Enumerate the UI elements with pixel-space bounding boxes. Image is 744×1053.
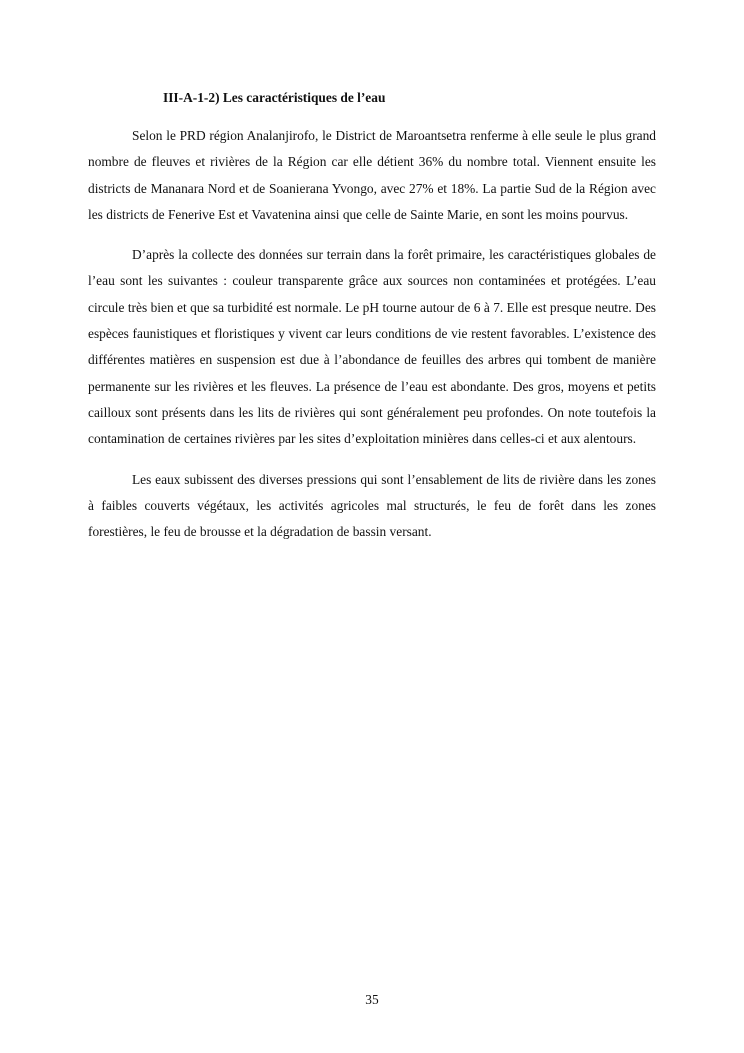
section-heading: III-A-1-2) Les caractéristiques de l’eau — [163, 90, 386, 105]
paragraph-rivers-distribution: Selon le PRD région Analanjirofo, le District de Maroantsetra renferme à elle seule le plus grand nombre de fleuves et rivières de la Région car elle détient 36% du nombre total. Viennent ensuite les districts de Mananara Nord et de Soanierana Yvongo, avec 27% et 18%. La partie Sud de la Région avec les districts de Fenerive Est et Vavatenina ainsi que celle de Sainte Marie, en sont les moins pourvus. — [88, 128, 656, 222]
page-number: 35 — [365, 992, 379, 1007]
body-text — [88, 123, 656, 559]
paragraph-water-characteristics: D’après la collecte des données sur terrain dans la forêt primaire, les caractéristiques globales de l’eau sont les suivantes : couleur transparente grâce aux sources non contaminées et protégées. L’eau circule très bien et que sa turbidité est normale. Le pH tourne autour de 6 à 7. Elle est presque neutre. Des espèces faunistiques et floristiques y vivent car leurs conditions de vie restent favorables. L’existence des différentes matières en suspension est due à l’abondance de feuilles des arbres qui tombent de manière permanente sur les rivières et les fleuves. La présence de l’eau est abondante. Des gros, moyens et petits cailloux sont présents dans les lits de rivières qui sont généralement peu profondes. On note toutefois la contamination de certaines rivières par les sites d’exploitation minières dans celles-ci et aux alentours. — [88, 247, 656, 447]
paragraph-water-pressures: Les eaux subissent des diverses pressions qui sont l’ensablement de lits de rivière dans les zones à faibles couverts végétaux, les activités agricoles mal structurés, le feu de forêt dans les zones forestières, le feu de brousse et la dégradation de bassin versant. — [88, 471, 656, 540]
